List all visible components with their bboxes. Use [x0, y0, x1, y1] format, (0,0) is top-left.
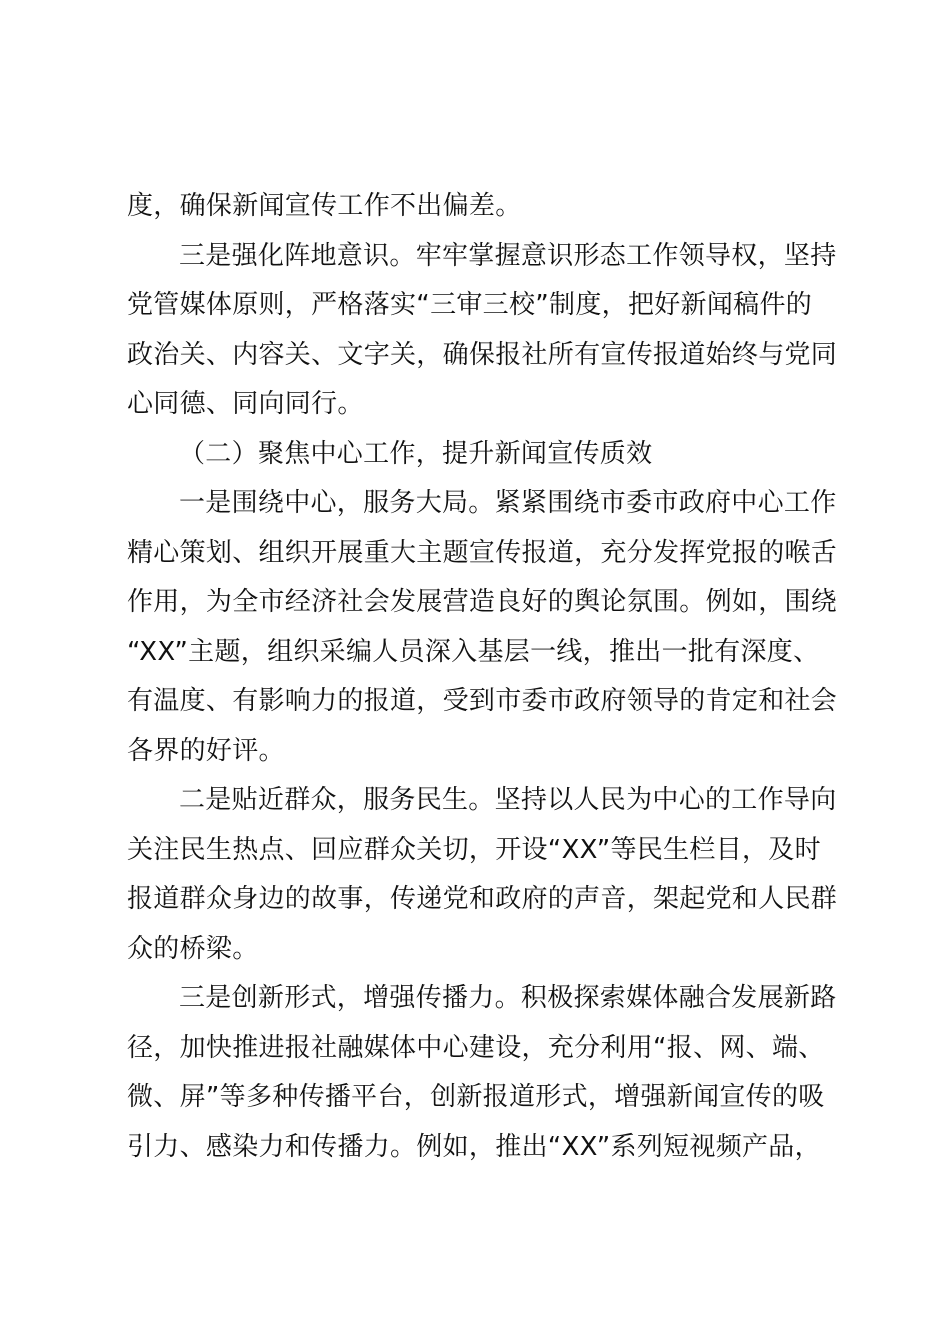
document-body — [127, 182, 838, 1172]
paragraph-continuation — [127, 182, 831, 232]
paragraph-position-awareness — [127, 232, 838, 430]
text-line: 精心策划、组织开展重大主题宣传报道，充分发挥党报的喉舌 — [127, 537, 838, 568]
paragraph-serve-overall — [127, 479, 838, 776]
text-line: 三是强化阵地意识。牢牢掌握意识形态工作领导权，坚持 — [179, 240, 837, 271]
text-line: 各界的好评。 — [127, 735, 285, 766]
text-line: 作用，为全市经济社会发展营造良好的舆论氛围。例如，围绕 — [127, 587, 838, 617]
text-line: 三是创新形式，增强传播力。积极探索媒体融合发展新路 — [179, 983, 837, 1013]
text-line: 引力、感染力和传播力。例如，推出“XX”系列短视频产品， — [127, 1131, 821, 1162]
text-line: 心同德、同向同行。 — [127, 389, 364, 419]
paragraph-serve-people — [127, 776, 838, 974]
text-line: “XX”主题，组织采编人员深入基层一线，推出一批有深度、 — [127, 636, 820, 667]
text-line: 微、屏”等多种传播平台，创新报道形式，增强新闻宣传的吸 — [127, 1082, 825, 1112]
text-line: 二是贴近群众，服务民生。坚持以人民为中心的工作导向 — [179, 785, 837, 815]
text-line: 有温度、有影响力的报道，受到市委市政府领导的肯定和社会 — [127, 686, 838, 716]
text-line: 度，确保新闻宣传工作不出偏差。 — [127, 191, 522, 221]
text-line: 径，加快推进报社融媒体中心建设，充分利用“报、网、端、 — [127, 1032, 825, 1063]
text-line: 报道群众身边的故事，传递党和政府的声音，架起党和人民群 — [127, 884, 838, 914]
paragraph-innovate-form — [127, 974, 837, 1172]
section-heading-text: （二）聚焦中心工作，提升新闻宣传质效 — [179, 438, 653, 469]
text-line: 政治关、内容关、文字关，确保报社所有宣传报道始终与党同 — [127, 339, 838, 370]
text-line: 党管媒体原则，严格落实“三审三校”制度，把好新闻稿件的 — [127, 290, 813, 320]
section-heading — [127, 430, 831, 480]
text-line: 众的桥梁。 — [127, 933, 259, 964]
text-line: 关注民生热点、回应群众关切，开设“XX”等民生栏目，及时 — [127, 834, 821, 865]
text-line: 一是围绕中心，服务大局。紧紧围绕市委市政府中心工作 — [179, 488, 837, 518]
